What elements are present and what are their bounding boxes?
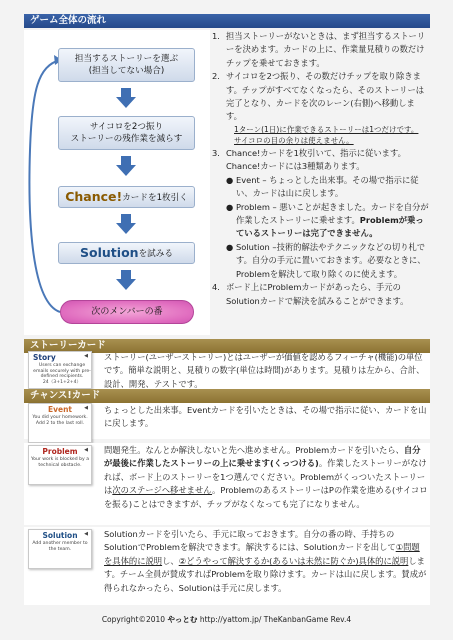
flow-step-try-solution-text: を試みる — [138, 249, 173, 259]
card-mark-icon: ◀ — [84, 353, 88, 359]
desc-underline: 次のステージへ移せません — [112, 485, 213, 496]
problem-card-image — [28, 445, 92, 485]
desc-part: 。ProblemのあるストーリーはPの作業を進める(サイコロを振る)ことはできますが、チップがなくなっても完了になりません。 — [104, 485, 428, 509]
card-mark-icon: ◀ — [84, 531, 88, 537]
footer-url: http://yattom.jp/ TheKanbanGame Rev.4 — [199, 615, 352, 624]
solution-card-row — [24, 527, 430, 605]
card-mark-icon: ◀ — [84, 405, 88, 411]
story-card-estimate: 24（3+1+2+4） — [42, 379, 82, 385]
rule-number: 3. — [212, 148, 220, 159]
solution-card-title: Solution — [42, 531, 78, 540]
event-card-row — [24, 403, 430, 439]
footer — [0, 614, 453, 625]
solution-card-description — [104, 528, 428, 595]
story-card-description: ストーリー(ユーザーストーリー)とはユーザーが価値を認めるフィーチャ(機能)の単位です。簡単な説明と、見積りの数字(単位は時間)があります。見積りは左から、合計、設計、開発、テストです。 — [104, 352, 425, 389]
problem-card-description — [104, 444, 428, 511]
solution-card-image — [28, 529, 92, 569]
rule-3-problem — [212, 201, 430, 241]
problem-card-row — [24, 443, 430, 525]
rule-sub-text: Event – ちょっとした出来事。その場で指示に従い、カードは山に戻します。 — [236, 174, 419, 199]
solution-label: Solution — [80, 245, 139, 260]
desc-underline: ②どうやって解決するか(あるいは未然に防ぐか)具体的に説明 — [178, 555, 409, 566]
card-mark-icon: ◀ — [84, 447, 88, 453]
rule-2-note — [234, 124, 430, 147]
section-header-story-card: ストーリーカード — [24, 339, 430, 353]
footer-copyright: Copyright©2010 — [101, 615, 166, 624]
rule-3-solution — [212, 241, 430, 281]
desc-part: します。チーム全員が賛成すればProblemを取り除けます。カードは山に戻します。賛成が得られなかったら、Solutionは手元に戻します。 — [104, 555, 427, 593]
flow-step-roll-dice — [58, 116, 195, 150]
flow-step-choose-story-sub: (担当してない場合) — [88, 66, 165, 76]
bullet-icon: ● — [226, 201, 234, 212]
problem-card-body: Your work is blocked by a technical obstacle. — [30, 457, 90, 468]
rules-list — [212, 30, 430, 308]
flow-step-roll-dice-sub: ストーリーの残作業を減らす — [70, 134, 183, 144]
rule-3 — [212, 147, 430, 174]
flow-diagram — [24, 30, 210, 335]
flow-step-draw-chance-text: カードを1枚引く — [122, 193, 188, 203]
desc-underline: ①問題を具体的に説明 — [104, 542, 420, 566]
down-arrow-icon — [116, 156, 136, 176]
flow-step-choose-story — [58, 48, 195, 82]
rule-1 — [212, 30, 430, 70]
event-card-body: You did your homework. Add 2 to the last roll. — [32, 415, 88, 426]
section-header-game-flow: ゲーム全体の流れ — [24, 14, 430, 28]
rule-number: 4. — [212, 282, 220, 293]
bullet-icon: ● — [226, 241, 234, 252]
down-arrow-icon — [116, 88, 136, 108]
flow-step-choose-story-title: 担当するストーリーを選ぶ — [74, 54, 179, 64]
rule-3-event — [212, 174, 430, 201]
rule-text: ボード上にProblemカードがあったら、手元のSolutionカードで解決を試みることができます。 — [226, 282, 409, 306]
story-card-body: Users can exchange emails securely with pre-defined recipients. — [33, 363, 91, 380]
rule-note-line: サイコロの目の余りは使えません。 — [234, 136, 354, 146]
rule-text: Chance!カードを1枚引いて、指示に従います。Chance!カードには3種類あります。 — [226, 148, 406, 172]
rule-number: 1. — [212, 31, 220, 41]
desc-part: し、 — [162, 555, 179, 566]
rule-4 — [212, 281, 430, 308]
bullet-icon: ● — [226, 174, 234, 185]
story-card-image — [28, 351, 92, 389]
flow-step-draw-chance — [58, 186, 195, 208]
event-card-title: Event — [47, 405, 73, 414]
rule-sub-text-emphasis: Problemが乗っているストーリーは完了できません。 — [236, 215, 424, 239]
section-header-chance-card: チャンス!カード — [24, 389, 430, 403]
flow-step-next-member: 次のメンバーの番 — [60, 300, 194, 324]
rule-text: サイコロを2つ振り、その数だけチップを取り除きます。チップがすべてなくなったら、そのストーリーは完了となり、カードを次のレーン(右側)へ移動します。 — [226, 71, 425, 122]
solution-card-body: Add another member to the team. — [32, 541, 88, 552]
event-card-image — [28, 403, 92, 443]
flow-step-roll-dice-title: サイコロを2つ振り — [89, 122, 164, 132]
desc-part: Solutionカードを引いたら、手元に取っておきます。自分の番の時、手持ちのSolutionでProblemを解決できます。解決するには、Solutionカードを出して — [104, 529, 396, 553]
problem-card-title: Problem — [42, 447, 78, 456]
rule-text: 担当ストーリーがないときは、まず担当するストーリーを決めます。カードの上に、作業量見積りの数だけチップを乗せておきます。 — [226, 31, 426, 68]
rule-sub-text — [236, 201, 430, 241]
footer-brand: やっとむ — [167, 615, 198, 624]
event-card-description: ちょっとした出来事。Eventカードを引いたときは、その場で指示に従い、カードを山に戻します。 — [104, 405, 427, 429]
rule-sub-text: Solution –技術的解法やテクニックなどの切り札です。自分の手元に置いておきます。必要なときに、Problemを解決して取り除くのに使えます。 — [236, 241, 426, 279]
chance-label: Chance! — [65, 189, 123, 204]
story-card-title: Story — [33, 353, 56, 362]
desc-part: 問題発生。なんとか解決しないと先へ進めません。Problemカードを引いたら、 — [104, 445, 404, 455]
story-card-row — [24, 353, 430, 389]
down-arrow-icon — [116, 214, 136, 234]
rule-sub-text-part: Problem – 悪いことが起きました。カードを自分が作業したストーリーに乗せます。 — [236, 201, 429, 226]
rule-number: 2. — [212, 71, 220, 82]
rule-note-line: 1ターン(1日)に作業できるストーリーは1つだけです。 — [234, 124, 419, 134]
desc-emphasis: 自分が最後に作業したストーリーの上に乗せます(くっつける) — [104, 445, 421, 469]
desc-part: 。作業したストーリーがなければ、ボード上のストーリーを1つ選んでください。Problemがくっついたストーリーは — [104, 458, 427, 496]
rule-2 — [212, 70, 430, 124]
down-arrow-icon — [116, 270, 136, 290]
flow-step-try-solution — [58, 242, 195, 264]
